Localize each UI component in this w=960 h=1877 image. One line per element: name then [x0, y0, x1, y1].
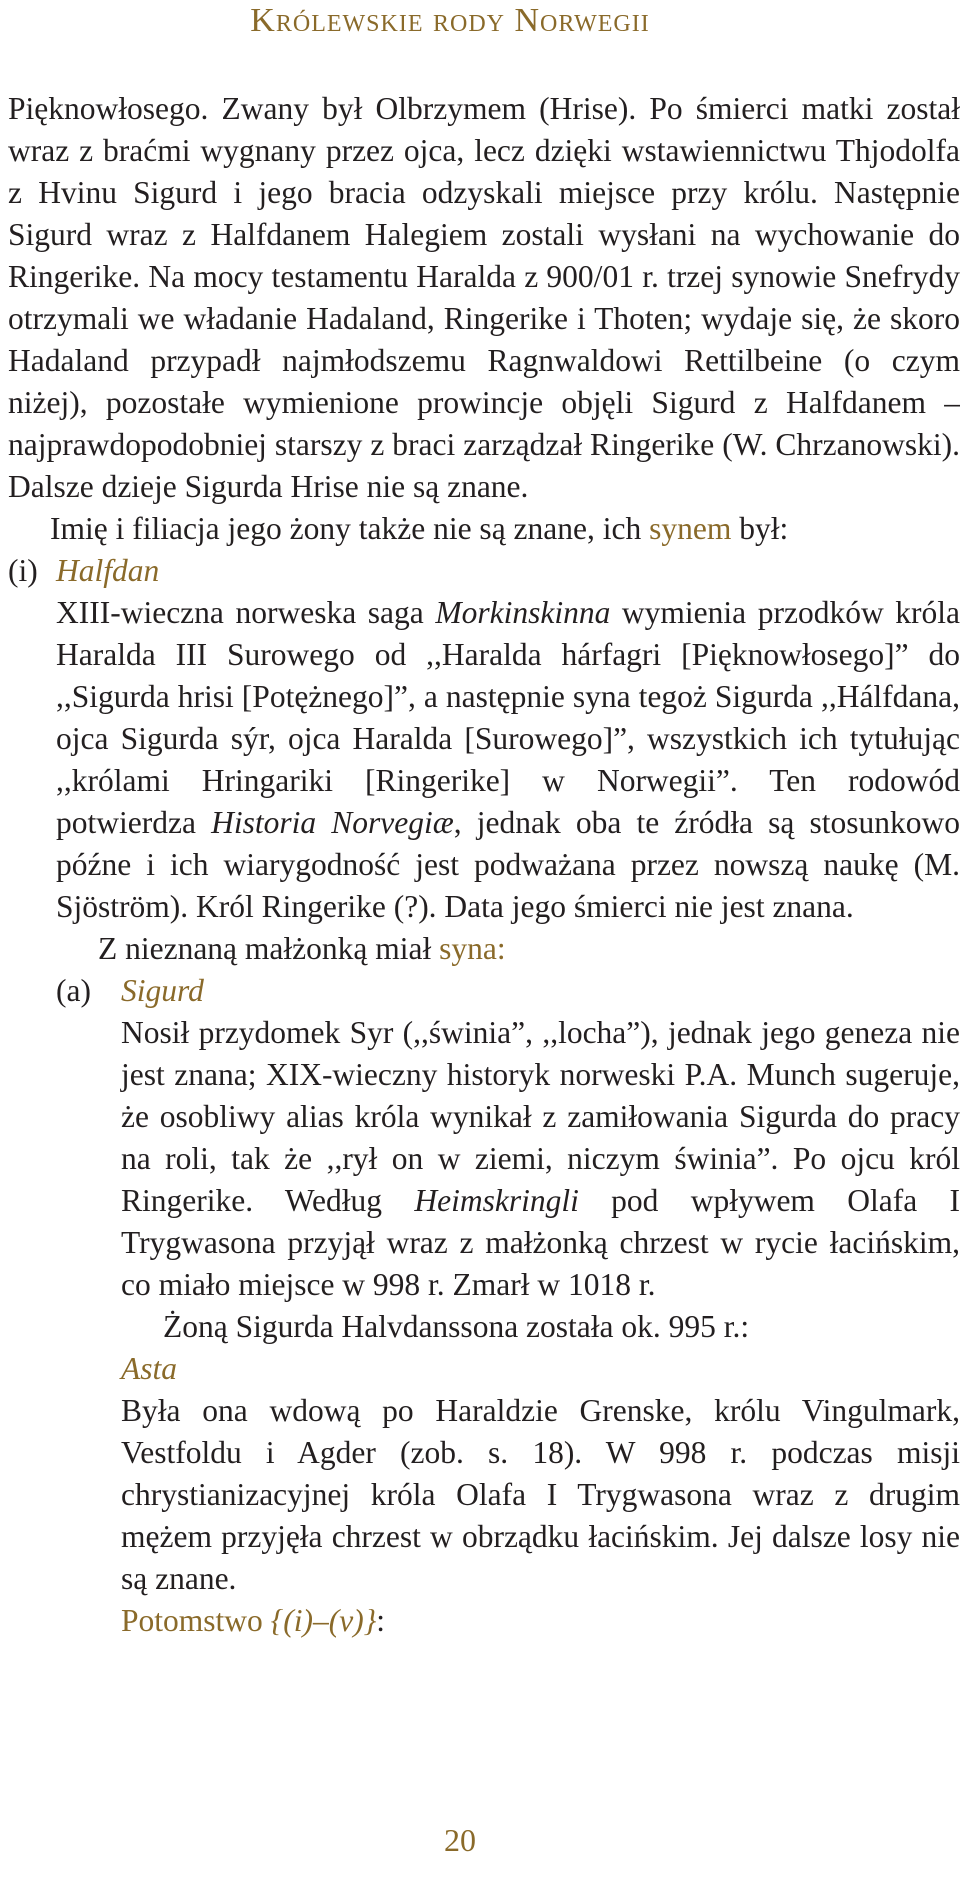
body-text [8, 88, 960, 1642]
asta-text: Była ona wdową po Haraldzie Grenske, królu Vingulmark, Vestfoldu i Agder (zob. s. 18). W 998 r. podczas misji chrystianizacyjnej króla Olafa I Trygwasona wraz z drugim mężem przyjęła chrzest w obrządku łacińskim. Jej dalsze losy nie są znane. [121, 1393, 960, 1596]
entry-a-head [8, 970, 960, 1012]
entry-name-halfdan: Halfdan [56, 553, 160, 588]
intro-paragraph: Pięknowłosego. Zwany był Olbrzymem (Hrise). Po śmierci matki został wraz z braćmi wygnany przez ojca, lecz dzięki wstawiennictwu Thjodolfa z Hvinu Sigurd i jego bracia odzyskali miejsce przy królu. Następnie Sigurd wraz z Halfdanem Halegiem zostali wysłani na wychowanie do Ringerike. Na mocy testamentu Haralda z 900/01 r. trzej synowie Snefrydy otrzymali we władanie Hadaland, Ringerike i Thoten; wydaje się, że skoro Hadaland przypadł najmłodszemu Ragnwaldowi Rettilbeine (o czym niżej), pozostałe wymienione prowincje objęli Sigurd z Halfdanem – najprawdopodobniej starszy z braci zarządzał Ringerike (W. Chrzanowski). Dalsze dzieje Sigurda Hrise nie są znane. [8, 91, 960, 504]
son-line: Z nieznaną małżonką miał syna: [98, 931, 506, 966]
offspring-range: {(i)–(v)} [270, 1603, 377, 1638]
heimskringla-title: Heimskringli [414, 1183, 579, 1218]
entry-a-text: Nosił przydomek Syr (,,świnia”, ,,locha”), jednak jego geneza nie jest znana; XIX-wieczny historyk norweski P.A. Munch sugeruje, że osobliwy alias króla wynikał z zamiłowania Sigurda do pracy na roli, tak że ,,rył on w ziemi, niczym świnia”. Po ojcu król Ringerike. Według Heimskringli pod wpływem Olafa I Trygwasona przyjął wraz z małżonką chrzest w rycie łacińskim, co miało miejsce w 998 r. Zmarł w 1018 r. [121, 1015, 960, 1302]
entry-marker: (i) [8, 553, 38, 588]
historia-title: Historia Norvegiæ [211, 805, 454, 840]
page-number: 20 [444, 1822, 476, 1858]
entry-i-text: XIII-wieczna norweska saga Morkinskinna wymienia przodków króla Haralda III Surowego od ,,Haralda hárfagri [Pięknowłosego]” do ,,Sigurda hrisi [Potężnego]”, a następnie syna tegoż Sigurda ,,Hálfdana, ojca Sigurda sýr, ojca Haralda [Surowego]”, wszystkich ich tytułując ,,królami Hringariki [Ringerike] w Norwegii”. Ten rodowód potwierdza Historia Norvegiæ, jednak oba te źródła są stosunkowo późne i ich wiarygodność jest podważana przez nowszą naukę (M. Sjöström). Król Ringerike (?). Data jego śmierci nie jest znana. [56, 595, 960, 924]
offspring-label: Potomstwo [121, 1603, 263, 1638]
synem-link: synem [649, 511, 732, 546]
entry-i-head [8, 550, 960, 592]
syna-link: syna: [439, 931, 506, 966]
spouse-name-asta: Asta [121, 1351, 178, 1386]
wife-line: Imię i filiacja jego żony także nie są znane, ich synem był: [50, 511, 789, 546]
spouse-line: Żoną Sigurda Halvdanssona została ok. 995 r.: [163, 1309, 750, 1344]
offspring-line: Potomstwo {(i)–(v)}: [121, 1603, 386, 1638]
entry-name-sigurd: Sigurd [121, 973, 204, 1008]
entry-marker: (a) [56, 973, 91, 1008]
saga-title: Morkinskinna [435, 595, 611, 630]
asta-name-line [8, 1348, 960, 1390]
running-head: Królewskie rody Norwegii [250, 2, 650, 39]
